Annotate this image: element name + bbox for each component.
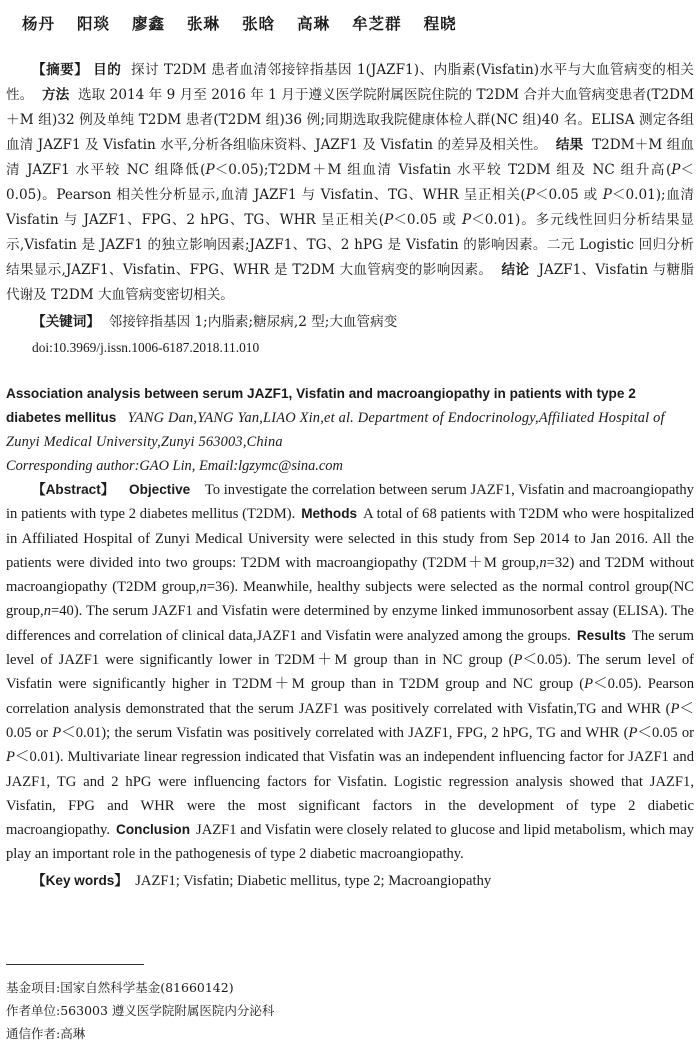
en-conclusion-text: JAZF1 and Visfatin were closely related to glucose and lipid metabolism, which may play an important role in the pathogenesis of type 2 diabetic macroangiopathy. [6, 822, 694, 863]
author-name: 牟芝群 [352, 14, 402, 33]
corresponding-author: Corresponding author:GAO Lin, Email:lgzymc@sina.com [6, 458, 343, 474]
en-results-text: ＜0.01). Multivariate linear regression indicated that Visfatin was an independent influencing factor for JAZF1 and JAZF1, TG and 2 hPG were influencing factors for Visfatin. Logistic regression analysis showed that JAZF1, Visfatin, FPG and WHR were the most significant factors in the development of type 2 diabetic macroangiopathy. [6, 749, 694, 839]
en-results-text: ＜0.01); the serum Visfatin was positively correlated with JAZF1, FPG, 2 hPG, TG and WHR ( [61, 724, 629, 741]
cn-results-text: ＜0.05 或 [534, 187, 603, 203]
en-results-text: ＜0.05 or [6, 700, 694, 741]
en-objective-label: Objective [129, 482, 191, 497]
n-symbol: n [43, 603, 51, 620]
en-results-text: ＜0.05). The serum level of Visfatin were significantly higher in T2DM＋M group than in T2DM group and NC group ( [6, 652, 695, 693]
en-methods-text: A total of 68 patients with T2DM who were hospitalized in Affiliated Hospital of Zunyi Medical University were selected in this study from Sep 2014 to Jan 2016. All the patients were divided into two groups: T2DM with macroangiopathy (T2DM＋M group, [6, 506, 694, 571]
author-name: 阳琰 [77, 14, 111, 33]
en-methods-text: =36). Meanwhile, healthy subjects were selected as the normal control group(NC group, [6, 579, 694, 620]
en-keywords-label: 【Key words】 [32, 872, 128, 888]
p-symbol: P [52, 724, 62, 741]
author-name: 高琳 [297, 14, 331, 33]
p-symbol: P [628, 724, 638, 741]
p-symbol: P [462, 212, 472, 228]
cn-keywords-text: 邻接锌指基因 1;内脂素;糖尿病,2 型;大血管病变 [108, 314, 398, 330]
cn-keywords-label: 【关键词】 [32, 314, 100, 330]
footnote-divider [6, 964, 144, 965]
en-methods-text: =32) and T2DM without macroangiopathy (T2DM group, [6, 554, 694, 596]
english-title: Association analysis between serum JAZF1, Visfatin and macroangiopathy in patients with type 2 diabetes mellitus [6, 386, 636, 425]
cn-results-text: ＜0.05);T2DM＋M 组血清 Visfatin 水平较 T2DM 组及 NC 组升高( [214, 162, 672, 178]
author-list [22, 12, 479, 34]
doi: doi:10.3969/j.issn.1006-6187.2018.11.010 [32, 340, 260, 355]
en-abstract-label: 【Abstract】 [32, 482, 115, 497]
cn-results-text: ＜0.01);血清 Visfatin 与 JAZF1、FPG、2 hPG、TG、WHR 呈正相关( [6, 187, 695, 228]
p-symbol: P [584, 676, 594, 693]
n-symbol: n [199, 579, 207, 596]
cn-conclusion-text: JAZF1、Visfatin 与糖脂代谢及 T2DM 大血管病变密切相关。 [6, 262, 695, 303]
cn-keywords [6, 310, 694, 335]
en-results-text: ＜0.05). Pearson correlation analysis demonstrated that the serum JAZF1 was positively correlated with Visfatin,TG and WHR ( [6, 676, 695, 717]
author-name: 杨丹 [22, 14, 56, 33]
en-results-text: The serum level of JAZF1 were significantly lower in T2DM＋M group than in NC group ( [6, 627, 694, 669]
english-abstract-paragraph [6, 478, 694, 867]
en-results-text: ＜0.05 or [637, 724, 694, 741]
cn-results-text: ＜0.05)。Pearson 相关性分析显示,血清 JAZF1 与 Visfatin、TG、WHR 呈正相关( [6, 162, 694, 203]
cn-abstract-paragraph [6, 58, 694, 308]
n-symbol: n [539, 554, 547, 571]
cn-results-text: ＜0.01)。多元线性回归分析结果显示,Visfatin 是 JAZF1 的独立影响因素;JAZF1、TG、2 hPG 是 Visfatin 的影响因素。二元 Logistic 回归分析结果显示,JAZF1、Visfatin、FPG、WHR 是 T2DM 大血管病变的影响因素。 [6, 212, 694, 278]
en-objective-text: To investigate the correlation between serum JAZF1, Visfatin and macroangiopathy in patients with type 2 diabetes mellitus (T2DM). [6, 482, 694, 523]
p-symbol: P [670, 700, 680, 717]
corresponding-note: 通信作者:高琳 [6, 1026, 86, 1041]
author-name: 程晓 [423, 14, 457, 33]
cn-methods-text: 选取 2014 年 9 月至 2016 年 1 月于遵义医学院附属医院住院的 T2DM 合并大血管病变患者(T2DM＋M 组)32 例及单纯 T2DM 患者(T2DM 组)36 例;同期选取我院健康体检人群(NC 组)40 名。ELISA 测定各组血清 JAZF1 及 Visfatin 水平,分析各组临床资料、JAZF1 及 Visfatin 的差异及相关性。 [6, 87, 694, 153]
footnotes [6, 976, 694, 1045]
en-keywords-text: JAZF1; Visfatin; Diabetic mellitus, type 2; Macroangiopathy [135, 872, 492, 889]
en-results-label: Results [576, 627, 626, 643]
chinese-abstract [6, 58, 694, 359]
english-authors-affiliation: YANG Dan,YANG Yan,LIAO Xin,et al. Department of Endocrinology,Affiliated Hospital of Zunyi Medical University,Zunyi 563003,China [6, 410, 665, 450]
p-symbol: P [513, 652, 523, 669]
affiliation-note: 作者单位:563003 遵义医学院附属医院内分泌科 [6, 1003, 275, 1018]
fund-note: 基金项目:国家自然科学基金(81660142) [6, 980, 234, 995]
p-symbol: P [384, 212, 394, 228]
cn-results-label: 结果 [555, 137, 584, 153]
p-symbol: P [6, 749, 15, 766]
en-methods-label: Methods [301, 506, 358, 522]
english-title-line [6, 382, 694, 454]
cn-methods-label: 方法 [42, 87, 70, 103]
author-name: 张琳 [187, 14, 221, 33]
cn-objective-label: 目的 [93, 62, 122, 78]
english-abstract [6, 382, 694, 893]
author-name: 廖鑫 [132, 14, 166, 33]
p-symbol: P [602, 187, 612, 203]
cn-results-text: T2DM＋M 组血清 JAZF1 水平较 NC 组降低( [6, 137, 695, 178]
cn-objective-text: 探讨 T2DM 患者血清邻接锌指基因 1(JAZF1)、内脂素(Visfatin)水平与大血管病变的相关性。 [6, 62, 694, 103]
author-name: 张晗 [242, 14, 276, 33]
cn-results-text: ＜0.05 或 [393, 212, 462, 228]
p-symbol: P [671, 162, 681, 178]
en-methods-text: =40). The serum JAZF1 and Visfatin were determined by enzyme linked immunosorbent assay (ELISA). The differences and correlation of clinical data,JAZF1 and Visfatin were analyzed among the groups. [6, 603, 694, 644]
p-symbol: P [205, 162, 215, 178]
cn-conclusion-label: 结论 [501, 262, 530, 278]
en-conclusion-label: Conclusion [116, 822, 191, 838]
p-symbol: P [525, 187, 535, 203]
en-keywords [6, 869, 694, 893]
cn-abstract-label: 【摘要】 [32, 62, 89, 78]
